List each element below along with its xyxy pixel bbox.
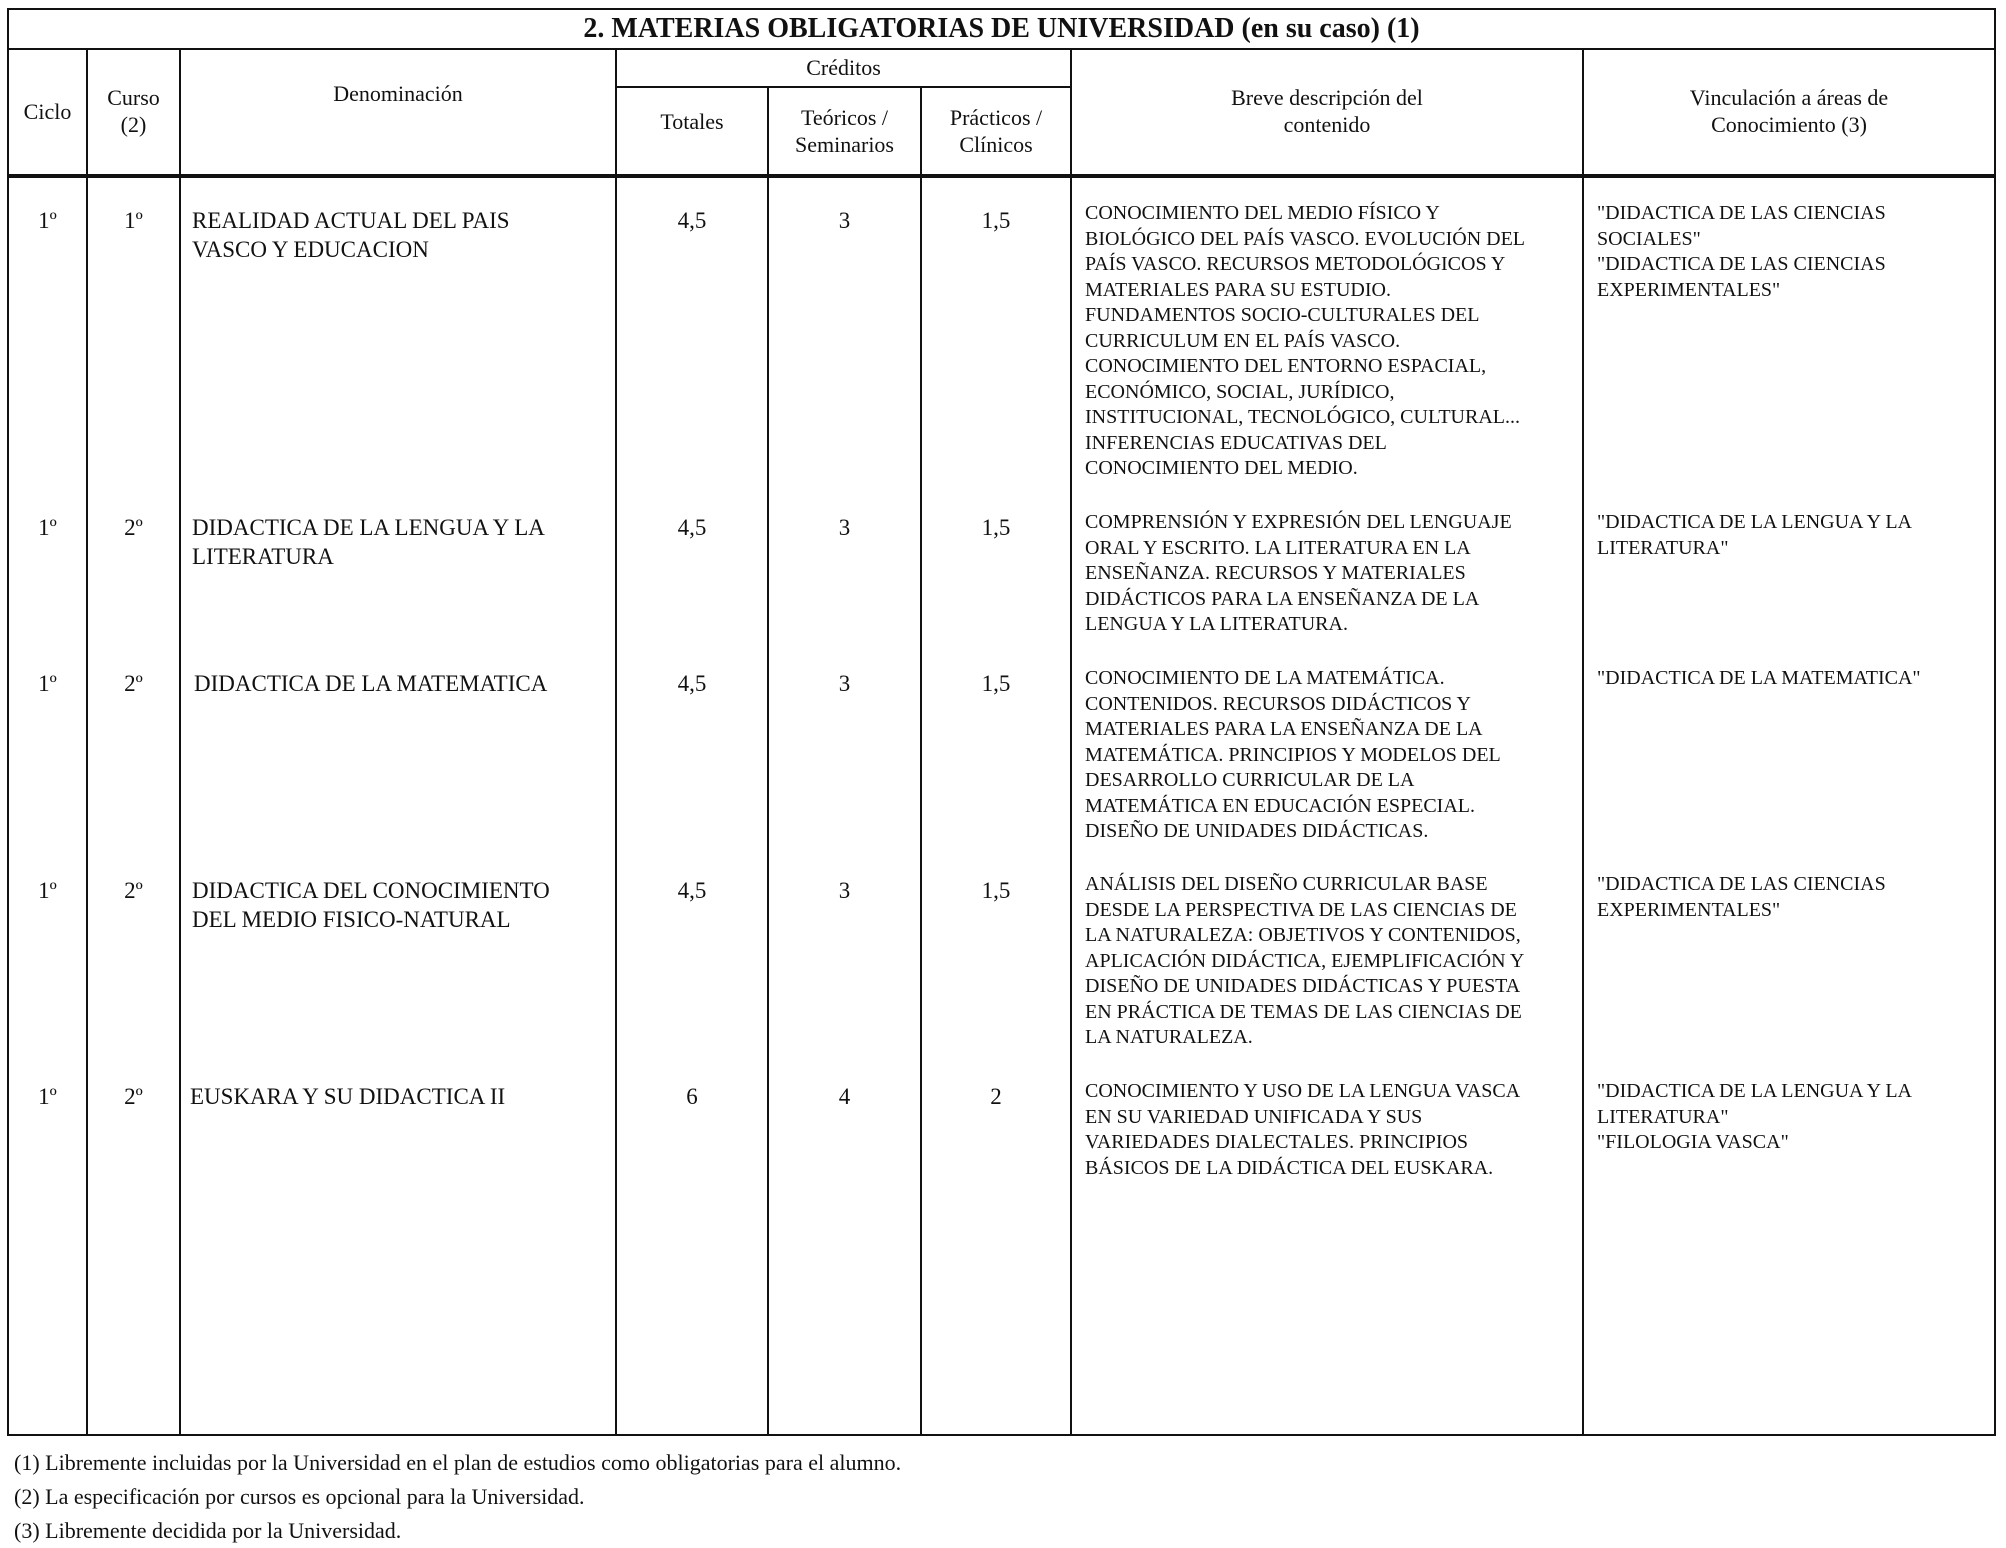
footnote-1: (1) Libremente incluidas por la Universidad en el plan de estudios como obligatorias para el alumno.	[14, 1450, 902, 1475]
row1-totales: 4,5	[677, 208, 707, 233]
row4-areas: "DIDACTICA DE LAS CIENCIAS EXPERIMENTALES"	[1597, 873, 1886, 921]
row1-curso: 1º	[124, 208, 143, 233]
row3-descripcion: CONOCIMIENTO DE LA MATEMÁTICA. CONTENIDOS. RECURSOS DIDÁCTICOS Y MATERIALES PARA LA ENSEÑANZA DE LA MATEMÁTICA. PRINCIPIOS Y MODELOS DEL DESARROLLO CURRICULAR DE LA MATEMÁTICA EN EDUCACIÓN ESPECIAL. DISEÑO DE UNIDADES DIDÁCTICAS.	[1085, 667, 1501, 842]
row3-totales: 4,5	[677, 671, 707, 696]
row4-denominacion: DIDACTICA DEL CONOCIMIENTO DEL MEDIO FISICO-NATURAL	[192, 878, 550, 932]
row3-practicos: 1,5	[981, 671, 1011, 696]
header-curso: Curso (2)	[107, 85, 160, 137]
header-practicos: Prácticos / Clínicos	[949, 105, 1043, 157]
footnote-3: (3) Libremente decidida por la Universidad.	[14, 1518, 402, 1543]
row2-descripcion: COMPRENSIÓN Y EXPRESIÓN DEL LENGUAJE ORAL Y ESCRITO. LA LITERATURA EN LA ENSEÑANZA. RECURSOS Y MATERIALES DIDÁCTICOS PARA LA ENSEÑANZA DE LA LENGUA Y LA LITERATURA.	[1085, 511, 1512, 635]
table-title: 2. MATERIAS OBLIGATORIAS DE UNIVERSIDAD (en su caso) (1)	[9, 10, 1994, 50]
row3-areas: "DIDACTICA DE LA MATEMATICA"	[1597, 667, 1921, 689]
row2-totales: 4,5	[677, 515, 707, 540]
row2-denominacion: DIDACTICA DE LA LENGUA Y LA LITERATURA	[192, 515, 545, 569]
row5-areas: "DIDACTICA DE LA LENGUA Y LA LITERATURA" "FILOLOGIA VASCA"	[1597, 1080, 1912, 1153]
row4-teoricos: 3	[838, 878, 851, 903]
row5-descripcion: CONOCIMIENTO Y USO DE LA LENGUA VASCA EN SU VARIEDAD UNIFICADA Y SUS VARIEDADES DIALECTALES. PRINCIPIOS BÁSICOS DE LA DIDÁCTICA DEL EUSKARA.	[1085, 1080, 1521, 1179]
divider-denominacion	[615, 48, 617, 1436]
row4-practicos: 1,5	[981, 878, 1011, 903]
row4-ciclo: 1º	[38, 878, 57, 903]
header-totales: Totales	[660, 108, 724, 134]
divider-teoricos	[920, 86, 922, 1436]
row3-denominacion: DIDACTICA DE LA MATEMATICA	[194, 671, 548, 696]
row5-practicos: 2	[990, 1084, 1002, 1109]
footnotes	[14, 1446, 901, 1548]
row4-descripcion: ANÁLISIS DEL DISEÑO CURRICULAR BASE DESDE LA PERSPECTIVA DE LAS CIENCIAS DE LA NATURALEZA: OBJETIVOS Y CONTENIDOS, APLICACIÓN DIDÁCTICA, EJEMPLIFICACIÓN Y DISEÑO DE UNIDADES DIDÁCTICAS Y PUESTA EN PRÁCTICA DE TEMAS DE LAS CIENCIAS DE LA NATURALEZA.	[1085, 873, 1525, 1048]
header-vinculacion: Vinculación a áreas de Conocimiento (3)	[1689, 85, 1889, 137]
row3-teoricos: 3	[838, 671, 851, 696]
header-descripcion: Breve descripción del contenido	[1231, 85, 1423, 137]
row2-teoricos: 3	[838, 515, 851, 540]
divider-ciclo	[86, 48, 88, 1436]
row1-teoricos: 3	[838, 208, 851, 233]
header-teoricos: Teóricos / Seminarios	[795, 105, 894, 157]
row1-ciclo: 1º	[38, 208, 57, 233]
divider-curso	[179, 48, 181, 1436]
divider-creditos	[1070, 48, 1072, 1436]
row1-descripcion: CONOCIMIENTO DEL MEDIO FÍSICO Y BIOLÓGICO DEL PAÍS VASCO. EVOLUCIÓN DEL PAÍS VASCO. RECURSOS METODOLÓGICOS Y MATERIALES PARA SU ESTUDIO. FUNDAMENTOS SOCIO-CULTURALES DEL CURRICULUM EN EL PAÍS VASCO. CONOCIMIENTO DEL ENTORNO ESPACIAL, ECONÓMICO, SOCIAL, JURÍDICO, INSTITUCIONAL, TECNOLÓGICO, CULTURAL... INFERENCIAS EDUCATIVAS DEL CONOCIMIENTO DEL MEDIO.	[1085, 202, 1526, 479]
row1-areas: "DIDACTICA DE LAS CIENCIAS SOCIALES" "DIDACTICA DE LAS CIENCIAS EXPERIMENTALES"	[1597, 202, 1886, 301]
header-denominacion: Denominación	[333, 80, 463, 106]
header-creditos: Créditos	[806, 54, 881, 80]
header-ciclo: Ciclo	[23, 98, 72, 124]
row2-curso: 2º	[124, 515, 143, 540]
header-bottom-line	[9, 174, 1994, 178]
footnote-2: (2) La especificación por cursos es opcional para la Universidad.	[14, 1484, 585, 1509]
row5-totales: 6	[686, 1084, 698, 1109]
materias-table	[7, 8, 1996, 1436]
row4-totales: 4,5	[677, 878, 707, 903]
row5-teoricos: 4	[838, 1084, 851, 1109]
row5-ciclo: 1º	[38, 1084, 57, 1109]
row3-ciclo: 1º	[38, 671, 57, 696]
row5-curso: 2º	[124, 1084, 143, 1109]
row2-ciclo: 1º	[38, 515, 57, 540]
row1-denominacion: REALIDAD ACTUAL DEL PAIS VASCO Y EDUCACION	[192, 208, 510, 262]
divider-totales	[767, 86, 769, 1436]
divider-descripcion	[1582, 48, 1584, 1436]
row1-practicos: 1,5	[981, 208, 1011, 233]
row4-curso: 2º	[124, 878, 143, 903]
row3-curso: 2º	[124, 671, 143, 696]
row2-areas: "DIDACTICA DE LA LENGUA Y LA LITERATURA"	[1597, 511, 1912, 559]
row5-denominacion: EUSKARA Y SU DIDACTICA II	[190, 1084, 506, 1109]
row2-practicos: 1,5	[981, 515, 1011, 540]
